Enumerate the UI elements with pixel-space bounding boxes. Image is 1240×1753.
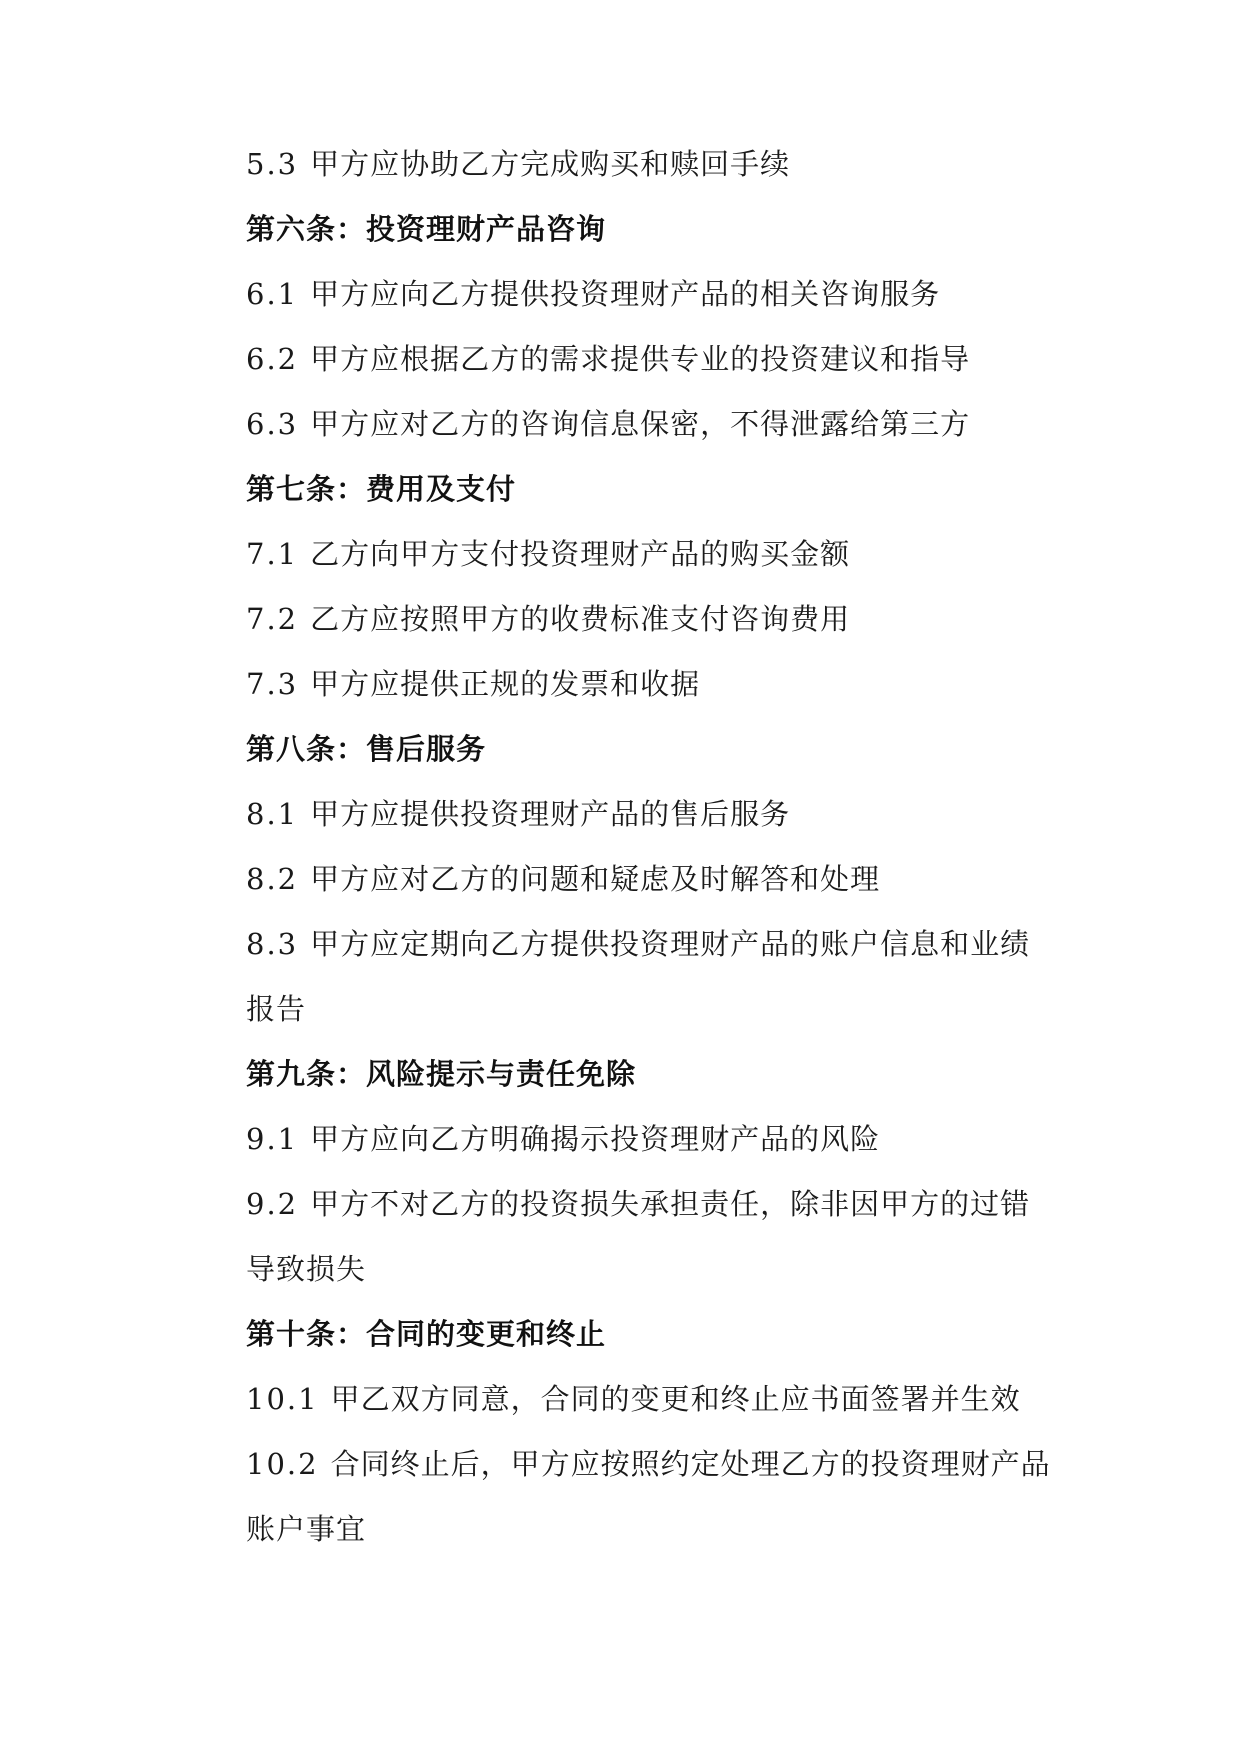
clause-6-3 [188,392,1058,457]
clause-text: 甲方应定期向乙方提供投资理财产品的账户信息和业绩报告 [246,927,1031,1026]
clause-8-3 [188,912,1058,1042]
clause-text: 甲方应向乙方明确揭示投资理财产品的风险 [310,1122,881,1156]
clause-number: 9.1 [246,1122,299,1156]
clause-9-2 [188,1172,1058,1302]
clause-text: 甲方不对乙方的投资损失承担责任，除非因甲方的过错导致损失 [246,1187,1031,1286]
article-10-heading: 第十条：合同的变更和终止 [246,1317,607,1351]
clause-text: 甲方应协助乙方完成购买和赎回手续 [310,147,791,181]
clause-number: 8.2 [246,862,299,896]
clause-text: 甲方应对乙方的咨询信息保密，不得泄露给第三方 [310,407,971,441]
clause-text: 甲方应提供正规的发票和收据 [310,667,701,701]
clause-text: 合同终止后，甲方应按照约定处理乙方的投资理财产品账户事宜 [246,1447,1051,1546]
article-8-heading: 第八条：售后服务 [246,732,487,766]
clause-number: 6.1 [246,277,299,311]
clause-number: 9.2 [246,1187,299,1221]
contract-body [188,132,1058,1562]
clause-7-3 [188,652,1058,717]
article-7-heading: 第七条：费用及支付 [246,472,517,506]
article-9-heading: 第九条：风险提示与责任免除 [246,1057,637,1091]
clause-number: 10.2 [246,1447,319,1481]
article-6-heading: 第六条：投资理财产品咨询 [246,212,607,246]
clause-text: 甲方应提供投资理财产品的售后服务 [310,797,791,831]
clause-text: 乙方应按照甲方的收费标准支付咨询费用 [310,602,851,636]
clause-10-2 [188,1432,1058,1562]
clause-8-1 [188,782,1058,847]
clause-text: 甲方应对乙方的问题和疑虑及时解答和处理 [310,862,881,896]
clause-7-2 [188,587,1058,652]
clause-number: 10.1 [246,1382,319,1416]
clause-number: 5.3 [246,147,299,181]
clause-6-1 [188,262,1058,327]
clause-text: 乙方向甲方支付投资理财产品的购买金额 [310,537,851,571]
clause-number: 6.3 [246,407,299,441]
clause-5-3 [188,132,1058,197]
clause-7-1 [188,522,1058,587]
clause-9-1 [188,1107,1058,1172]
clause-text: 甲方应根据乙方的需求提供专业的投资建议和指导 [310,342,971,376]
clause-text: 甲方应向乙方提供投资理财产品的相关咨询服务 [310,277,941,311]
clause-6-2 [188,327,1058,392]
clause-text: 甲乙双方同意，合同的变更和终止应书面签署并生效 [330,1382,1021,1416]
clause-number: 6.2 [246,342,299,376]
clause-number: 8.1 [246,797,299,831]
clause-number: 7.2 [246,602,299,636]
clause-number: 7.3 [246,667,299,701]
clause-8-2 [188,847,1058,912]
clause-number: 8.3 [246,927,299,961]
clause-number: 7.1 [246,537,299,571]
clause-10-1 [188,1367,1058,1432]
